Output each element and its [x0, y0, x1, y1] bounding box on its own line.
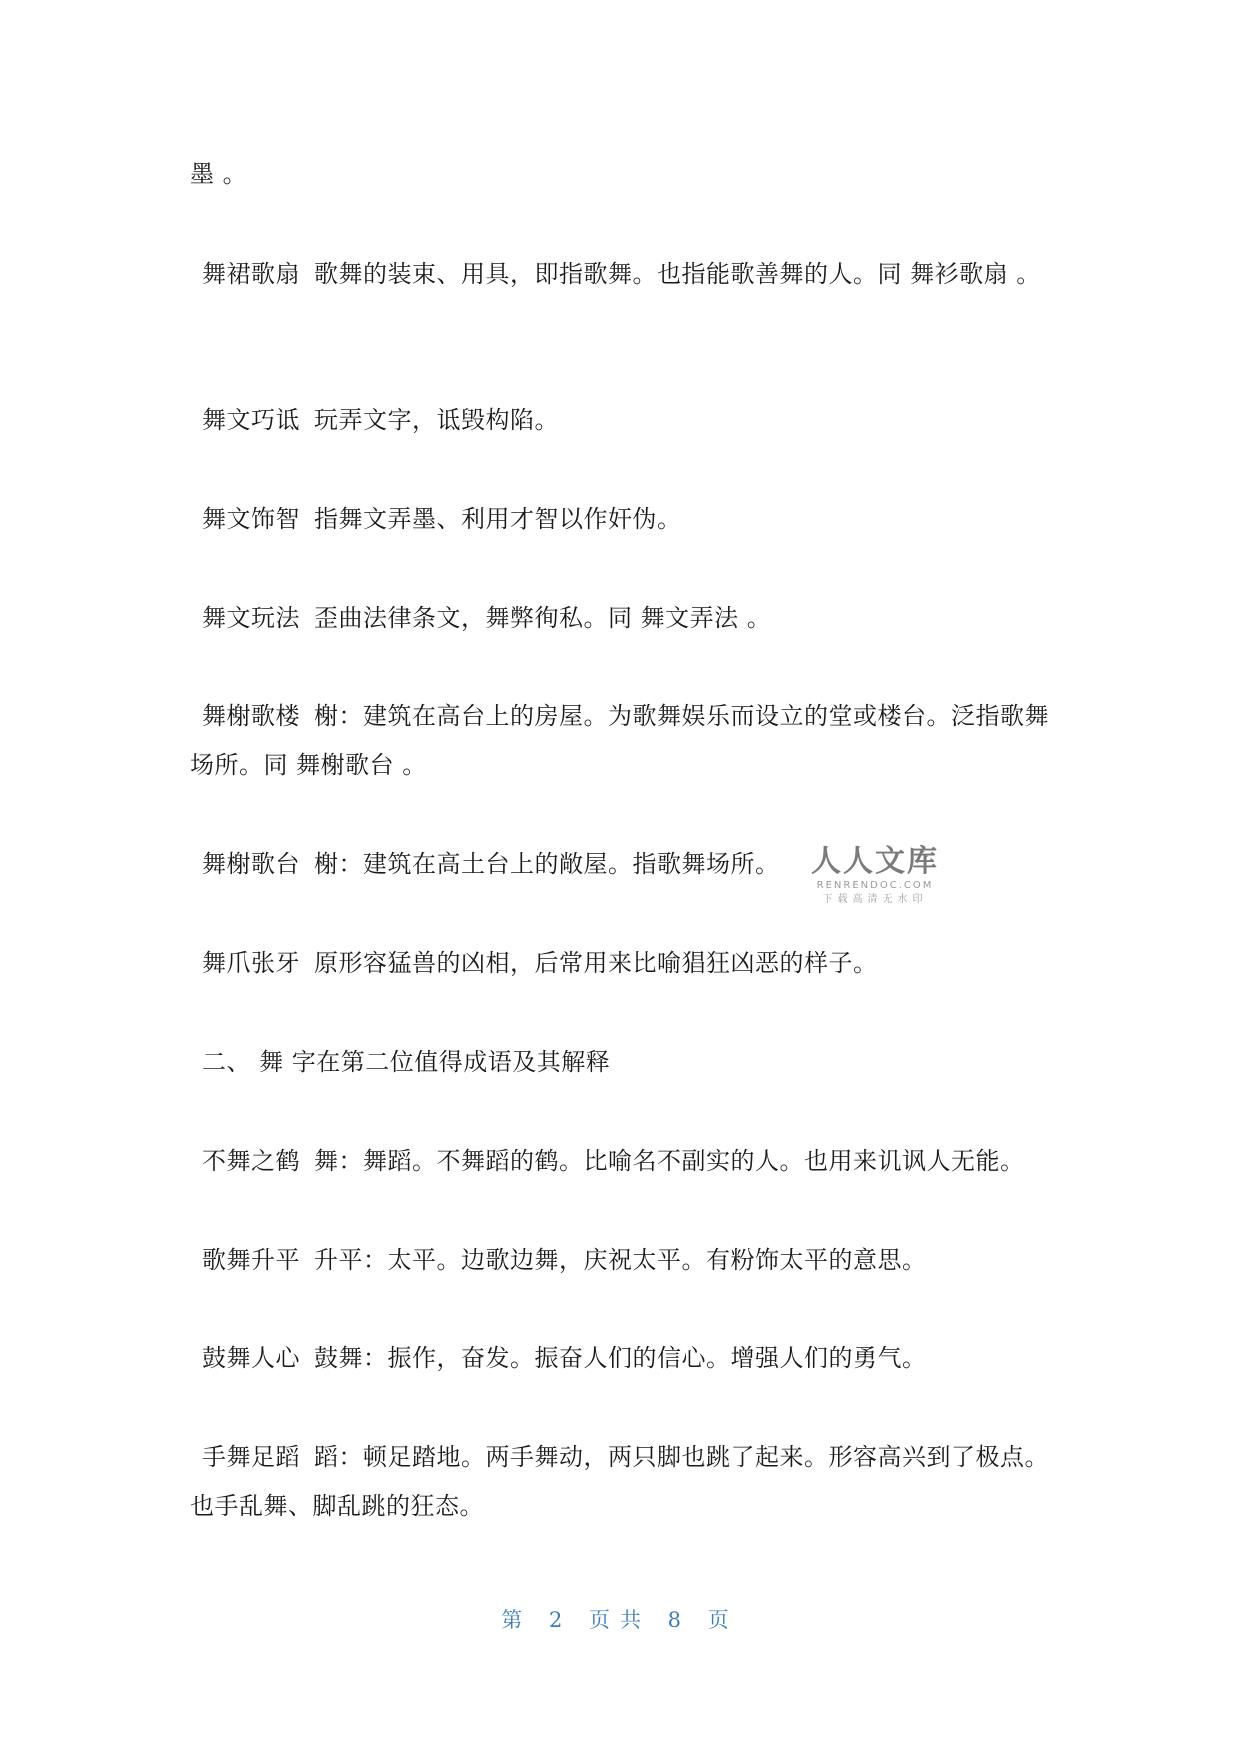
idiom-term: 鼓舞人心 — [202, 1344, 300, 1372]
paragraph-continuation — [190, 150, 1050, 199]
idiom-definition: 榭：建筑在高台上的房屋。为歌舞娱乐而设立的堂或楼台。泛指歌舞场所。同 舞榭歌台 。 — [190, 702, 1049, 779]
idiom-entry — [190, 250, 1050, 299]
idiom-term: 手舞足蹈 — [202, 1443, 300, 1471]
idiom-term: 舞榭歌楼 — [202, 702, 300, 730]
paragraph-text: 墨 。 — [190, 160, 248, 188]
watermark-domain: RENRENDOC.COM — [816, 880, 934, 891]
idiom-term: 不舞之鹤 — [202, 1147, 300, 1175]
idiom-term: 舞裙歌扇 — [202, 260, 300, 288]
idiom-entry — [190, 396, 1050, 445]
idiom-definition: 玩弄文字，诋毁构陷。 — [314, 406, 559, 434]
idiom-term: 歌舞升平 — [202, 1246, 300, 1274]
idiom-entry — [190, 495, 1050, 544]
idiom-term: 舞文巧诋 — [202, 406, 300, 434]
watermark-logo — [810, 845, 940, 907]
idiom-definition: 指舞文弄墨、利用才智以作奸伪。 — [314, 505, 682, 533]
idiom-entry — [190, 939, 1050, 988]
watermark-main-text: 人人文库 — [811, 844, 939, 879]
idiom-entry — [190, 1137, 1050, 1186]
section-heading-text: 二、 舞 字在第二位值得成语及其解释 — [202, 1048, 611, 1076]
idiom-definition: 原形容猛兽的凶相，后常用来比喻猖狂凶恶的样子。 — [314, 949, 878, 977]
idiom-entry — [190, 1334, 1050, 1383]
idiom-definition: 蹈：顿足踏地。两手舞动，两只脚也跳了起来。形容高兴到了极点。也手乱舞、脚乱跳的狂态。 — [190, 1443, 1049, 1520]
idiom-entry — [190, 1433, 1050, 1531]
idiom-term: 舞爪张牙 — [202, 949, 300, 977]
idiom-entry — [190, 1236, 1050, 1285]
idiom-definition: 歪曲法律条文，舞弊徇私。同 舞文弄法 。 — [314, 604, 772, 632]
idiom-definition: 歌舞的装束、用具，即指歌舞。也指能歌善舞的人。同 舞衫歌扇 。 — [314, 260, 1041, 288]
idiom-term: 舞文玩法 — [202, 604, 300, 632]
idiom-definition: 舞：舞蹈。不舞蹈的鹤。比喻名不副实的人。也用来讥讽人无能。 — [314, 1147, 1025, 1175]
watermark-tag: 下载高清无水印 — [822, 894, 928, 905]
section-heading — [190, 1038, 1050, 1087]
idiom-entry — [190, 692, 1050, 790]
idiom-definition: 榭：建筑在高土台上的敞屋。指歌舞场所。 — [314, 850, 780, 878]
idiom-definition: 升平：太平。边歌边舞，庆祝太平。有粉饰太平的意思。 — [314, 1246, 927, 1274]
page-number: 第 2 页共 8 页 — [501, 1608, 739, 1632]
idiom-term: 舞文饰智 — [202, 505, 300, 533]
idiom-entry — [190, 594, 1050, 643]
idiom-definition: 鼓舞：振作，奋发。振奋人们的信心。增强人们的勇气。 — [314, 1344, 927, 1372]
idiom-term: 舞榭歌台 — [202, 850, 300, 878]
